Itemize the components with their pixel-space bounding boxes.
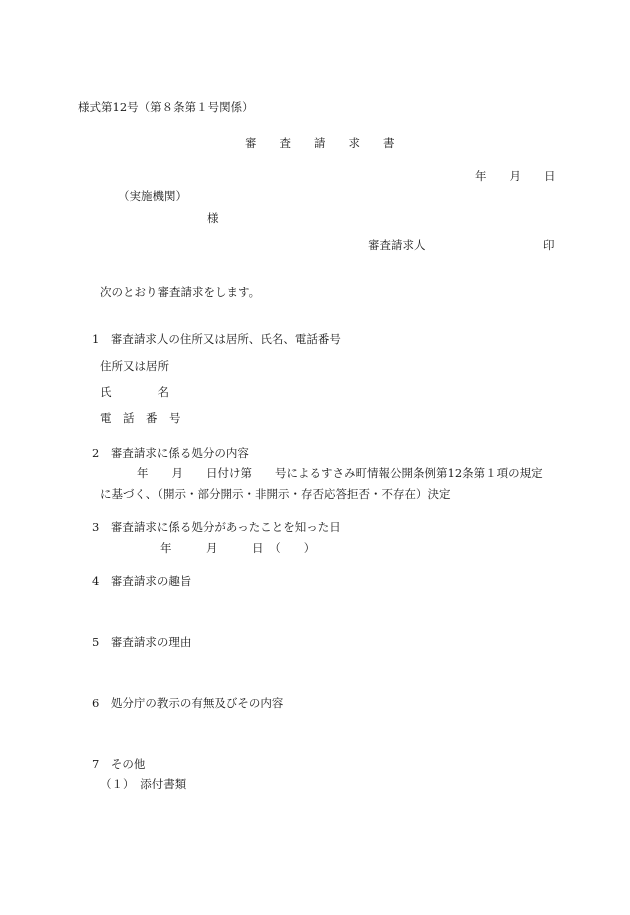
seal-mark: 印 — [543, 238, 555, 252]
section-4-heading: 4 審査請求の趣旨 — [92, 574, 192, 588]
form-number-label: 様式第12号（第８条第１号関係） — [78, 100, 254, 114]
section-3-heading: 3 審査請求に係る処分があったことを知った日 — [92, 520, 341, 534]
section-5-heading: 5 審査請求の理由 — [92, 635, 192, 649]
section-3-date-line: 年 月 日 （ ） — [160, 541, 316, 555]
date-line: 年 月 日 — [475, 169, 556, 183]
section-2-heading: 2 審査請求に係る処分の内容 — [92, 446, 249, 460]
recipient-honorific: 様 — [207, 211, 219, 225]
phone-label: 電 話 番 号 — [100, 411, 181, 425]
document-title: 審 査 請 求 書 — [245, 136, 395, 150]
section-1-heading: 1 審査請求人の住所又は居所、氏名、電話番号 — [92, 332, 341, 346]
address-label: 住所又は居所 — [100, 359, 169, 373]
agency-label: （実施機関） — [118, 189, 187, 203]
section-7-sub-1: （１） 添付書類 — [100, 777, 187, 791]
intro-text: 次のとおり審査請求をします。 — [100, 285, 261, 299]
section-7-heading: 7 その他 — [92, 757, 146, 771]
section-2-line-1: 年 月 日付け第 号によるすさみ町情報公開条例第12条第１項の規定 — [137, 466, 543, 480]
requester-label: 審査請求人 — [368, 238, 426, 252]
section-2-line-2: に基づく、（開示・部分開示・非開示・存否応答拒否・不存在）決定 — [100, 487, 451, 501]
name-label: 氏 名 — [100, 385, 169, 399]
section-6-heading: 6 処分庁の教示の有無及びその内容 — [92, 696, 284, 710]
